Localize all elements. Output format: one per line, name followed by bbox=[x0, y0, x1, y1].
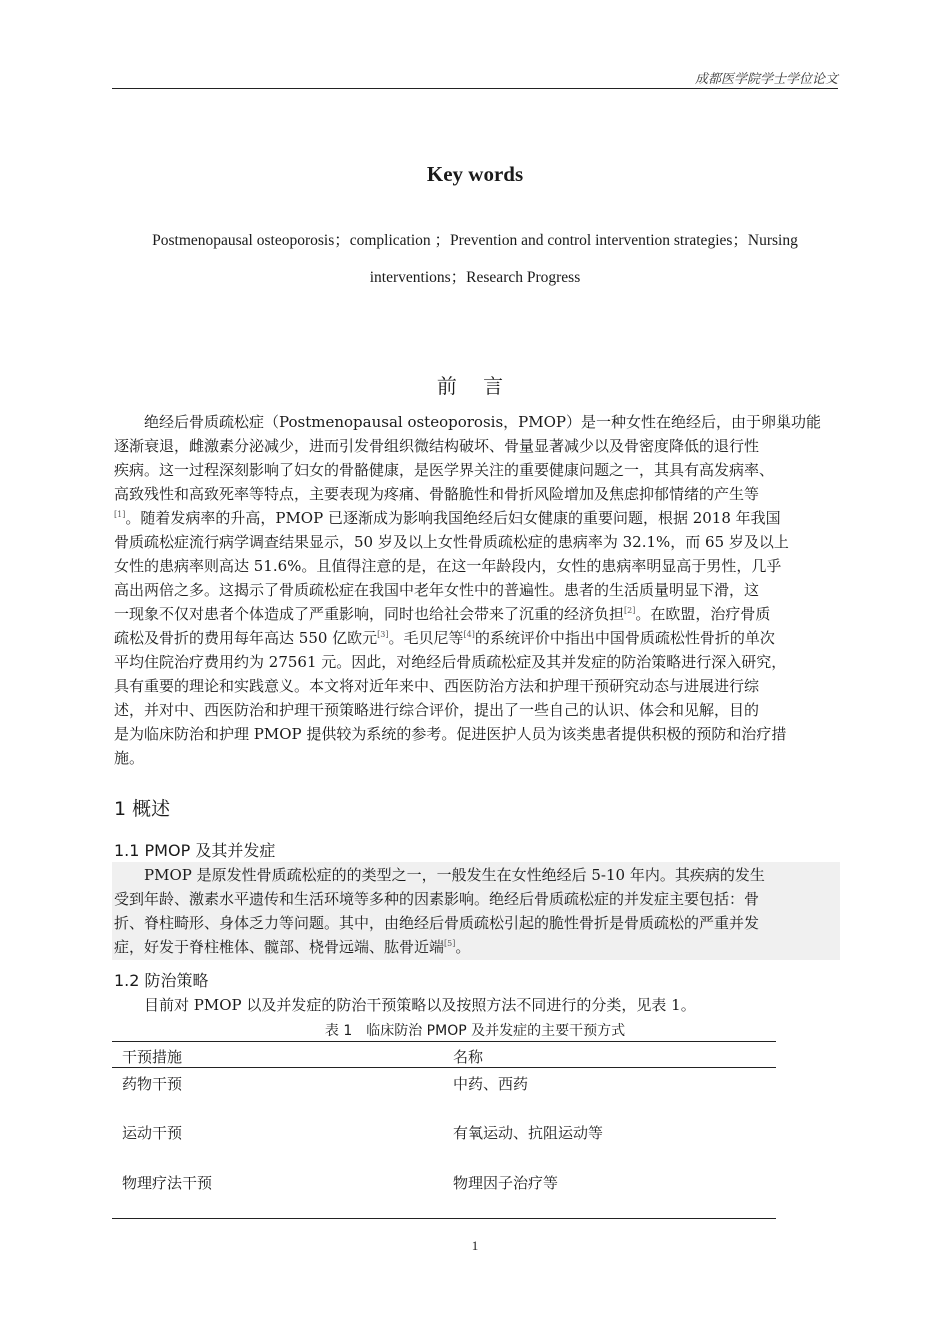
table-header-cell: 干预措施 bbox=[122, 1048, 183, 1066]
table-header-cell: 名称 bbox=[453, 1048, 484, 1066]
preface-line-text: 。在欧盟，治疗骨质 bbox=[635, 605, 771, 623]
header-rule bbox=[112, 88, 838, 89]
table-bottom-rule bbox=[112, 1218, 776, 1219]
preface-line: 女性的患病率则高达 51.6%。且值得注意的是，在这一年龄段内，女性的患病率明显高于男性，几乎 bbox=[114, 557, 782, 575]
preface-line: 绝经后骨质疏松症（Postmenopausal osteoporosis，PMOP）是一种女性在绝经后，由于卵巢功能 bbox=[114, 413, 821, 431]
preface-line: 平均住院治疗费用约为 27561 元。因此，对绝经后骨质疏松症及其并发症的防治策略进行深入研究， bbox=[114, 653, 787, 671]
page-number: 1 bbox=[471, 1238, 479, 1253]
table-cell: 物理因子治疗等 bbox=[453, 1174, 559, 1192]
preface-line: 具有重要的理论和实践意义。本文将对近年来中、西医防治方法和护理干预研究动态与进展进行综 bbox=[114, 677, 760, 695]
citation-ref: [4] bbox=[463, 630, 475, 639]
preface-line: 施。 bbox=[114, 749, 145, 767]
citation-ref: [3] bbox=[377, 630, 389, 639]
preface-line: 逐渐衰退，雌激素分泌减少，进而引发骨组织微结构破坏、骨量显著减少以及骨密度降低的退行性 bbox=[114, 437, 760, 455]
preface-line-text: 。随着发病率的升高，PMOP 已逐渐成为影响我国绝经后妇女健康的重要问题，根据 2018 年我国 bbox=[125, 509, 781, 527]
preface-line: 述，并对中、西医防治和护理干预策略进行综合评价，提出了一些自己的认识、体会和见解，目的 bbox=[114, 701, 760, 719]
subsection-line: 受到年龄、激素水平遗传和生活环境等多种的因素影响。绝经后骨质疏松症的并发症主要包括：骨 bbox=[114, 890, 760, 908]
subsection-heading: 1.2 防治策略 bbox=[114, 971, 209, 990]
table-top-rule bbox=[112, 1041, 776, 1042]
preface-line: 骨质疏松症流行病学调查结果显示，50 岁及以上女性骨质疏松症的患病率为 32.1%，而 65 岁及以上 bbox=[114, 533, 789, 551]
subsection-line bbox=[114, 935, 838, 959]
subsection-line-text: 。 bbox=[455, 938, 471, 956]
section-heading: 1 概述 bbox=[114, 798, 171, 820]
table-cell: 物理疗法干预 bbox=[122, 1174, 213, 1192]
subsection-line-text: 症，好发于脊柱椎体、髋部、桡骨远端、肱骨近端 bbox=[114, 938, 445, 956]
subsection-line: 目前对 PMOP 以及并发症的防治干预策略以及按照方法不同进行的分类，见表 1。 bbox=[114, 996, 696, 1014]
running-header: 成都医学院学士学位论文 bbox=[694, 72, 838, 87]
preface-line: 高出两倍之多。这揭示了骨质疏松症在我国中老年女性中的普遍性。患者的生活质量明显下滑，这 bbox=[114, 581, 760, 599]
preface-line-text: 。毛贝尼等 bbox=[388, 629, 464, 647]
preface-line bbox=[114, 506, 838, 530]
preface-line: 疾病。这一过程深刻影响了妇女的骨骼健康，是医学界关注的重要健康问题之一，其具有高发病率、 bbox=[114, 461, 775, 479]
table-header-rule bbox=[112, 1067, 776, 1068]
table-caption: 表 1 临床防治 PMOP 及并发症的主要干预方式 bbox=[324, 1023, 626, 1039]
keywords-line-1: Postmenopausal osteoporosis；complication ；Prevention and control intervention strategies；Nursing bbox=[152, 232, 798, 249]
preface-title: 前 言 bbox=[436, 374, 514, 398]
preface-line bbox=[114, 626, 838, 650]
preface-line-text: 的系统评价中指出中国骨质疏松性骨折的单次 bbox=[474, 629, 775, 647]
subsection-heading: 1.1 PMOP 及其并发症 bbox=[114, 841, 276, 860]
table-cell: 运动干预 bbox=[122, 1124, 183, 1142]
keywords-title: Key words bbox=[426, 162, 524, 186]
citation-ref: [1] bbox=[114, 510, 126, 519]
preface-line-text: 疏松及骨折的费用每年高达 550 亿欧元 bbox=[114, 629, 378, 647]
subsection-line: PMOP 是原发性骨质疏松症的的类型之一，一般发生在女性绝经后 5-10 年内。其疾病的发生 bbox=[114, 866, 765, 884]
keywords-line-2: interventions；Research Progress bbox=[369, 269, 581, 286]
table-cell: 中药、西药 bbox=[453, 1075, 529, 1093]
preface-line: 高致残性和高致死率等特点，主要表现为疼痛、骨骼脆性和骨折风险增加及焦虑抑郁情绪的产生等 bbox=[114, 485, 760, 503]
preface-line-text: 一现象不仅对患者个体造成了严重影响，同时也给社会带来了沉重的经济负担 bbox=[114, 605, 625, 623]
table-cell: 药物干预 bbox=[122, 1075, 183, 1093]
citation-ref: [2] bbox=[624, 606, 636, 615]
table-cell: 有氧运动、抗阻运动等 bbox=[453, 1124, 604, 1142]
preface-line: 是为临床防治和护理 PMOP 提供较为系统的参考。促进医护人员为该类患者提供积极的预防和治疗措 bbox=[114, 725, 787, 743]
citation-ref: [5] bbox=[444, 939, 456, 948]
preface-line bbox=[114, 602, 838, 626]
subsection-line: 折、脊柱畸形、身体乏力等问题。其中，由绝经后骨质疏松引起的脆性骨折是骨质疏松的严重并发 bbox=[114, 914, 760, 932]
